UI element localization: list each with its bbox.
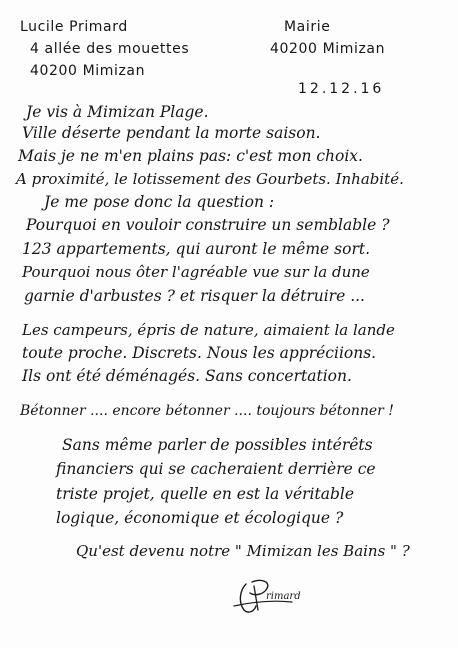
body-line: Pourquoi en vouloir construire un semblable ? [26, 216, 390, 234]
letter-date: 12.12.16 [298, 81, 385, 97]
signature [232, 576, 324, 616]
body-line: Les campeurs, épris de nature, aimaient la lande [22, 321, 395, 339]
body-line: garnie d'arbustes ? et risquer la détruire ... [24, 287, 365, 305]
body-line: Ils ont été déménagés. Sans concertation. [22, 367, 352, 385]
sender-city: 40200 Mimizan [30, 63, 146, 79]
body-line: Mais je ne m'en plains pas: c'est mon choix. [18, 147, 363, 165]
body-line: toute proche. Discrets. Nous les appréciions. [22, 344, 377, 362]
body-line: A proximité, le lotissement des Gourbets. Inhabité. [16, 170, 404, 188]
body-line: financiers qui se cacheraient derrière ce [56, 460, 376, 478]
sender-name: Lucile Primard [20, 19, 128, 35]
svg-text:rimard: rimard [266, 591, 301, 602]
sender-address: 4 allée des mouettes [30, 41, 190, 57]
body-line: Je vis à Mimizan Plage. [26, 103, 209, 121]
body-line: Bétonner .... encore bétonner .... toujours bétonner ! [20, 403, 394, 419]
body-line: Pourquoi nous ôter l'agréable vue sur la dune [22, 263, 370, 281]
body-line: Je me pose donc la question : [44, 193, 275, 211]
recipient-name: Mairie [284, 19, 331, 35]
body-line: Sans même parler de possibles intérêts [62, 436, 373, 454]
recipient-city: 40200 Mimizan [270, 41, 386, 57]
body-line: Ville déserte pendant la morte saison. [22, 124, 321, 142]
body-line: triste projet, quelle en est la véritable [56, 485, 355, 503]
body-line: 123 appartements, qui auront le même sort. [22, 240, 371, 258]
body-line: logique, économique et écologique ? [56, 509, 344, 527]
body-line: Qu'est devenu notre " Mimizan les Bains " ? [76, 542, 410, 560]
